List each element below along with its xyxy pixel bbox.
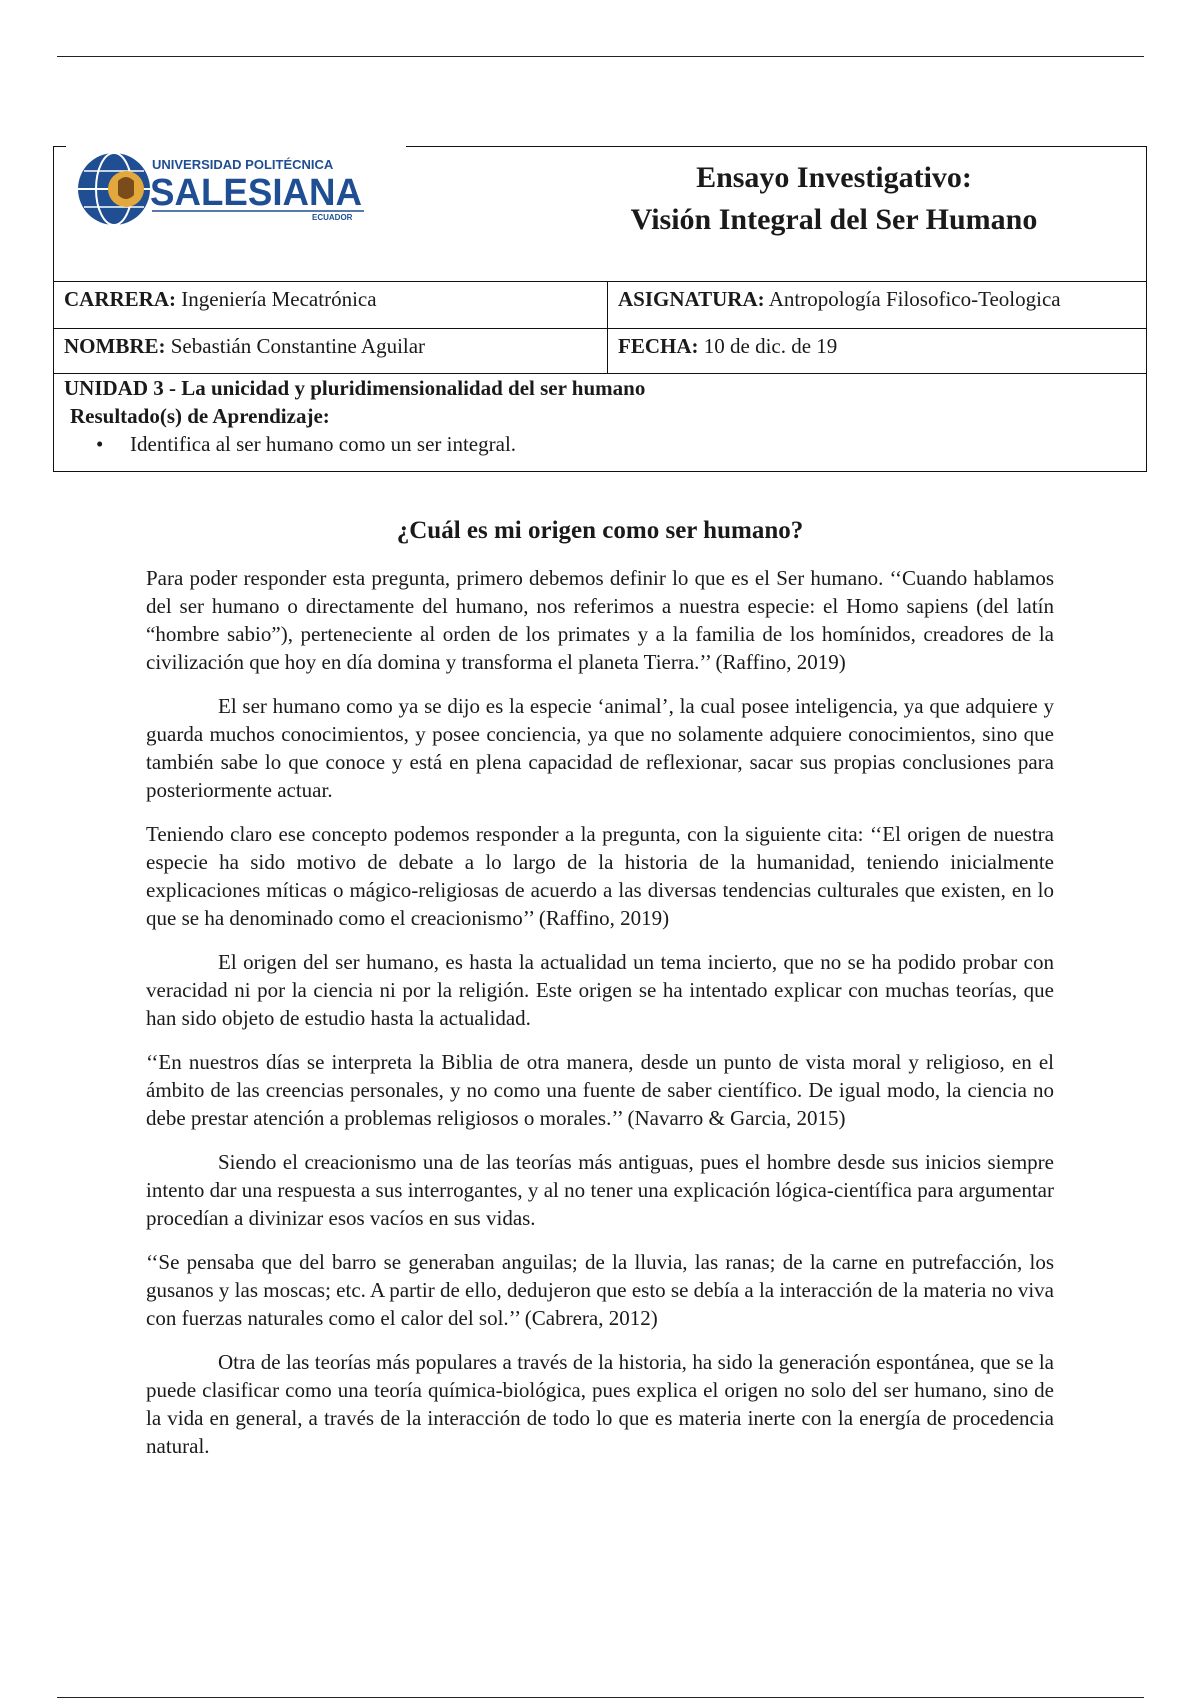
header-row-name bbox=[54, 328, 1146, 373]
essay-paragraph: ‘‘En nuestros días se interpreta la Biblia de otra manera, desde un punto de vista moral y religioso, en el ámbito de las creencias personales, y no como una fuente de saber científico. De igual modo, la ciencia no debe prestar atención a problemas religiosos o morales.’’ (Navarro & Garcia, 2015) bbox=[146, 1050, 1054, 1130]
top-rule bbox=[57, 56, 1144, 57]
essay-paragraph: El ser humano como ya se dijo es la especie ‘animal’, la cual posee inteligencia, ya que adquiere y guarda muchos conocimientos, y posee conciencia, ya que no solamente adquiere conocimientos, sino que también sabe lo que conoce y está en plena capacidad de reflexionar, sacar sus propias conclusiones para posteriormente actuar. bbox=[146, 694, 1054, 802]
bullet-icon: • bbox=[96, 432, 104, 456]
essay-paragraph: El origen del ser humano, es hasta la actualidad un tema incierto, que no se ha podido probar con veracidad ni por la ciencia ni por la religión. Este origen se ha intentado explicar con muchas teorías, que han sido objeto de estudio hasta la actualidad. bbox=[146, 950, 1054, 1030]
university-logo bbox=[74, 149, 374, 229]
header-table bbox=[53, 146, 1147, 472]
logo-line3: ECUADOR bbox=[312, 213, 353, 222]
header-row-career bbox=[54, 281, 1146, 328]
essay-paragraph: ‘‘Se pensaba que del barro se generaban anguilas; de la lluvia, las ranas; de la carne en putrefacción, los gusanos y las moscas; etc. A partir de ello, dedujeron que esto se debía a la interacción de la materia no viva con fuerzas naturales como el calor del sol.’’ (Cabrera, 2012) bbox=[146, 1250, 1054, 1330]
document-title bbox=[584, 157, 1084, 241]
essay-paragraph: Siendo el creacionismo una de las teorías más antiguas, pues el hombre desde sus inicios siempre intento dar una respuesta a sus interrogantes, y al no tener una explicación lógica-científica para argumentar procedían a divinizar esos vacíos en sus vidas. bbox=[146, 1150, 1054, 1230]
career-value: Ingeniería Mecatrónica bbox=[181, 287, 377, 311]
header-row-unit bbox=[54, 373, 1146, 471]
subject-cell bbox=[608, 282, 1146, 328]
essay-paragraph: Otra de las teorías más populares a través de la historia, ha sido la generación espontánea, que se la puede clasificar como una teoría química-biológica, pues explica el origen no solo del ser humano, sino de la vida en general, a través de la interacción de todo lo que es materia inerte con la energía de procedencia natural. bbox=[146, 1350, 1054, 1458]
subject-label: ASIGNATURA: bbox=[618, 287, 765, 311]
title-line-2: Visión Integral del Ser Humano bbox=[630, 203, 1038, 236]
name-value: Sebastián Constantine Aguilar bbox=[170, 334, 426, 358]
bottom-rule bbox=[57, 1697, 1144, 1698]
essay-paragraph: Para poder responder esta pregunta, primero debemos definir lo que es el Ser humano. ‘‘Cuando hablamos del ser humano o directamente del humano, nos referimos a nuestra especie: el Homo sapiens (del latín “hombre sabio”), perteneciente al orden de los primates y a la familia de los homínidos, creadores de la civilización que hoy en día domina y transforma el planeta Tierra.’’ (Raffino, 2019) bbox=[146, 566, 1054, 674]
learning-outcomes-heading: Resultado(s) de Aprendizaje: bbox=[70, 404, 330, 428]
career-label: CARRERA: bbox=[64, 287, 176, 311]
learning-outcome-item bbox=[96, 430, 516, 458]
essay-body bbox=[146, 564, 1054, 1476]
logo-line1: UNIVERSIDAD POLITÉCNICA bbox=[152, 157, 334, 172]
learning-outcome-text: Identifica al ser humano como un ser integral. bbox=[130, 432, 517, 456]
name-label: NOMBRE: bbox=[64, 334, 166, 358]
essay-heading: ¿Cuál es mi origen como ser humano? bbox=[396, 517, 804, 544]
name-cell bbox=[54, 329, 608, 373]
date-label: FECHA: bbox=[618, 334, 699, 358]
unit-title: UNIDAD 3 - La unicidad y pluridimensionalidad del ser humano bbox=[64, 376, 646, 400]
date-cell bbox=[608, 329, 1146, 373]
logo-line2: SALESIANA bbox=[150, 172, 362, 214]
subject-value: Antropología Filosofico-Teologica bbox=[768, 287, 1061, 311]
title-line-1: Ensayo Investigativo: bbox=[696, 161, 972, 194]
career-cell bbox=[54, 282, 608, 328]
essay-paragraph: Teniendo claro ese concepto podemos responder a la pregunta, con la siguiente cita: ‘‘El origen de nuestra especie ha sido motivo de debate a lo largo de la historia de la humanidad, teniendo inicialmente explicaciones míticas o mágico-religiosas de acuerdo a las diversas tendencias culturales que existen, en lo que se ha denominado como el creacionismo’’ (Raffino, 2019) bbox=[146, 822, 1054, 930]
date-value: 10 de dic. de 19 bbox=[703, 334, 838, 358]
